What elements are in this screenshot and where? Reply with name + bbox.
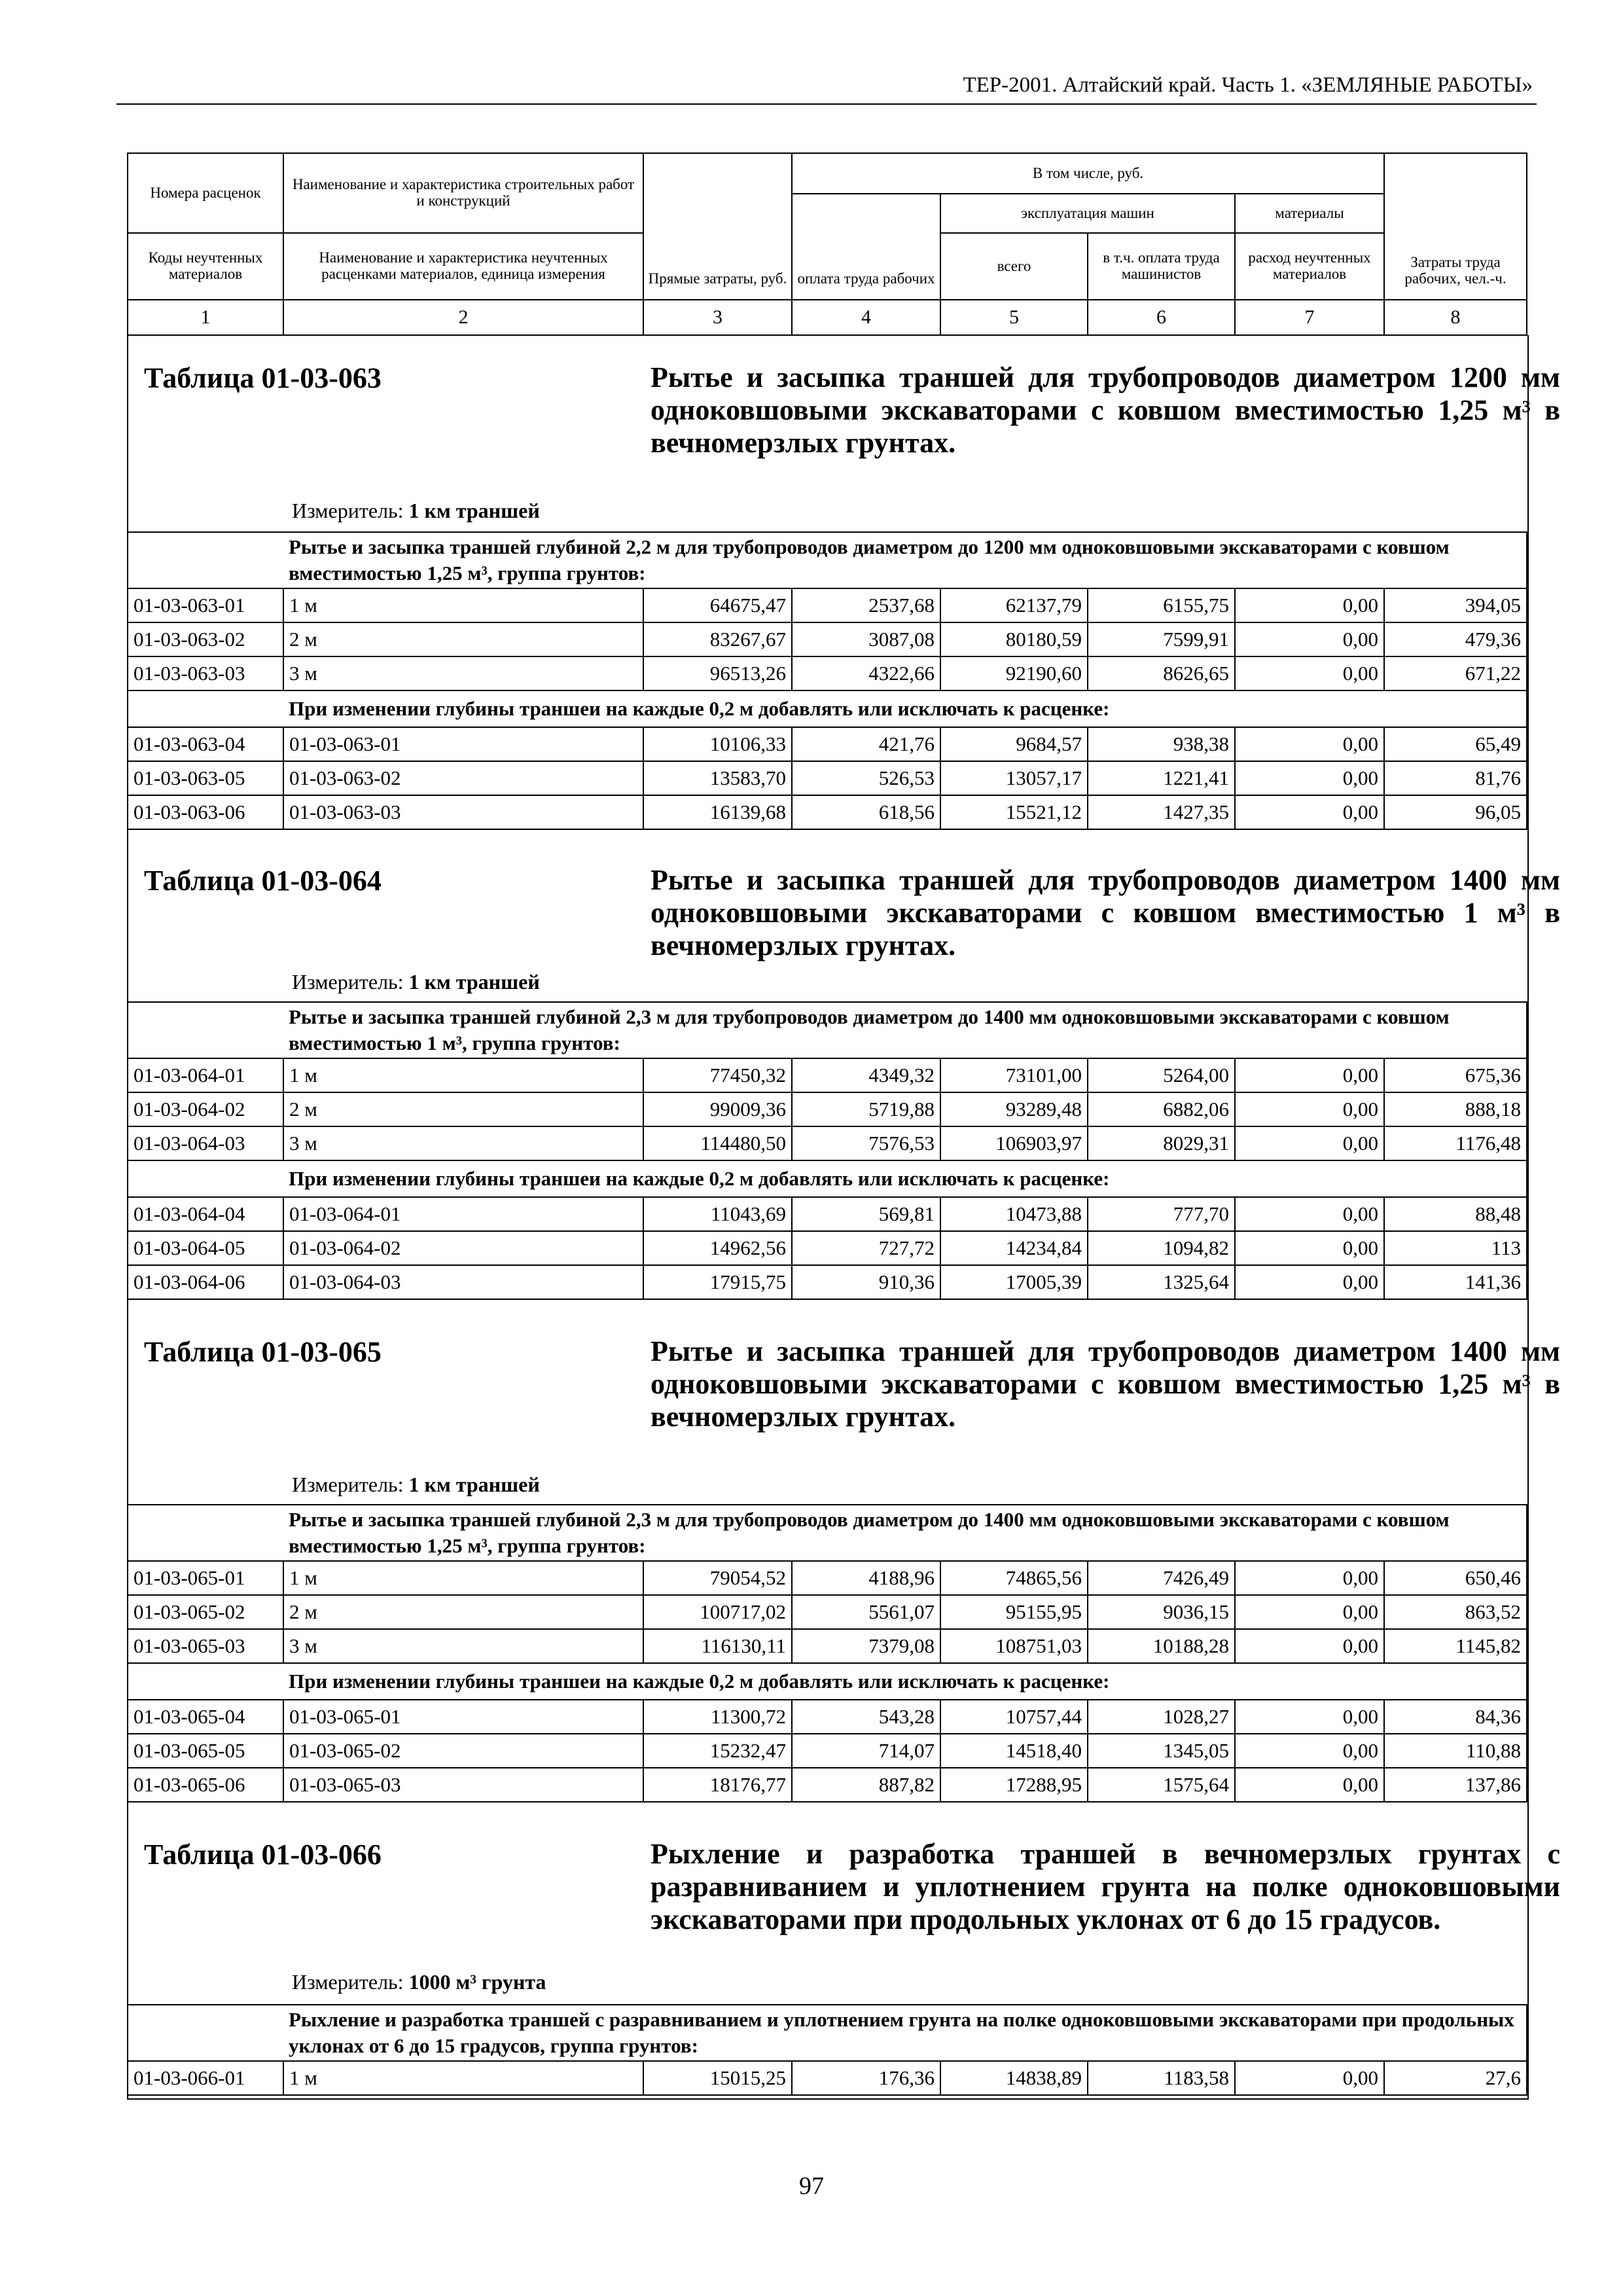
rate-code: 01-03-066-01 xyxy=(128,2061,283,2095)
labor-cost: 887,82 xyxy=(792,1768,940,1802)
labor-hours: 1176,48 xyxy=(1384,1126,1527,1160)
rate-code: 01-03-064-03 xyxy=(128,1126,283,1160)
direct-cost: 83267,67 xyxy=(643,622,792,656)
rates-table xyxy=(127,1001,1527,1300)
labor-cost: 526,53 xyxy=(792,761,940,795)
group-caption: При изменении глубины траншеи на каждые 0,2 м добавлять или исключать к расценке: xyxy=(283,1160,1527,1197)
machine-cost: 10757,44 xyxy=(940,1700,1088,1734)
measurer-prefix: Измеритель: xyxy=(292,1970,404,1994)
direct-cost: 17915,75 xyxy=(643,1265,792,1299)
machinist-labor-cost: 1427,35 xyxy=(1088,795,1235,829)
labor-hours: 479,36 xyxy=(1384,622,1527,656)
direct-cost: 79054,52 xyxy=(643,1561,792,1595)
machinist-labor-cost: 1345,05 xyxy=(1088,1734,1235,1768)
machine-cost: 80180,59 xyxy=(940,622,1088,656)
measurer-value: 1 км траншей xyxy=(408,499,540,522)
running-header: ТЕР-2001. Алтайский край. Часть 1. «ЗЕМЛЯНЫЕ РАБОТЫ» xyxy=(963,73,1533,97)
labor-hours: 888,18 xyxy=(1384,1092,1527,1126)
measurer xyxy=(292,970,540,994)
materials-cost: 0,00 xyxy=(1235,588,1384,622)
materials-cost: 0,00 xyxy=(1235,727,1384,761)
labor-hours: 113 xyxy=(1384,1231,1527,1265)
table-row xyxy=(128,1561,1527,1595)
rate-name: 01-03-065-03 xyxy=(283,1768,643,1802)
labor-hours: 394,05 xyxy=(1384,588,1527,622)
machinist-labor-cost: 1325,64 xyxy=(1088,1265,1235,1299)
rate-name: 01-03-063-01 xyxy=(283,727,643,761)
labor-cost: 569,81 xyxy=(792,1197,940,1231)
labor-hours: 65,49 xyxy=(1384,727,1527,761)
materials-cost: 0,00 xyxy=(1235,1197,1384,1231)
header-col8: Затраты труда рабочих, чел.-ч. xyxy=(1384,153,1527,300)
table-title: Рытье и засыпка траншей для трубопроводов диаметром 1200 мм одноковшовыми экскаваторами с ковшом вместимостью 1,25 м³ в вечномерзлых грунтах. xyxy=(651,361,1560,459)
direct-cost: 15232,47 xyxy=(643,1734,792,1768)
direct-cost: 13583,70 xyxy=(643,761,792,795)
rate-code: 01-03-065-02 xyxy=(128,1595,283,1629)
machine-cost: 17005,39 xyxy=(940,1265,1088,1299)
labor-hours: 675,36 xyxy=(1384,1058,1527,1092)
labor-hours: 141,36 xyxy=(1384,1265,1527,1299)
header-machines: эксплуатация машин xyxy=(940,194,1235,233)
rate-code: 01-03-064-06 xyxy=(128,1265,283,1299)
table-row xyxy=(128,761,1527,795)
machinist-labor-cost: 8626,65 xyxy=(1088,656,1235,691)
machinist-labor-cost: 6882,06 xyxy=(1088,1092,1235,1126)
table-row xyxy=(128,1265,1527,1299)
header-col2-top: Наименование и характеристика строительных работ и конструкций xyxy=(283,153,643,233)
machine-cost: 62137,79 xyxy=(940,588,1088,622)
table-row xyxy=(128,1734,1527,1768)
rate-name: 1 м xyxy=(283,1058,643,1092)
materials-cost: 0,00 xyxy=(1235,1231,1384,1265)
machinist-labor-cost: 1575,64 xyxy=(1088,1768,1235,1802)
rate-name: 1 м xyxy=(283,588,643,622)
header-number: 4 xyxy=(792,300,940,335)
rate-name: 01-03-065-01 xyxy=(283,1700,643,1734)
table-row xyxy=(128,1231,1527,1265)
rate-name: 3 м xyxy=(283,1126,643,1160)
machinist-labor-cost: 7599,91 xyxy=(1088,622,1235,656)
materials-cost: 0,00 xyxy=(1235,1126,1384,1160)
machine-cost: 106903,97 xyxy=(940,1126,1088,1160)
materials-cost: 0,00 xyxy=(1235,761,1384,795)
labor-cost: 4349,32 xyxy=(792,1058,940,1092)
table-row xyxy=(128,1126,1527,1160)
table-number: Таблица 01-03-064 xyxy=(144,865,382,897)
table-row xyxy=(128,727,1527,761)
rate-code: 01-03-063-05 xyxy=(128,761,283,795)
page-number: 97 xyxy=(799,2172,824,2200)
labor-cost: 714,07 xyxy=(792,1734,940,1768)
direct-cost: 18176,77 xyxy=(643,1768,792,1802)
machine-cost: 17288,95 xyxy=(940,1768,1088,1802)
measurer xyxy=(292,499,540,523)
machine-cost: 14234,84 xyxy=(940,1231,1088,1265)
machine-cost: 95155,95 xyxy=(940,1595,1088,1629)
labor-hours: 81,76 xyxy=(1384,761,1527,795)
group-caption: При изменении глубины траншеи на каждые 0,2 м добавлять или исключать к расценке: xyxy=(283,691,1527,727)
rate-name: 3 м xyxy=(283,656,643,691)
header-number: 6 xyxy=(1088,300,1235,335)
table-row xyxy=(128,1768,1527,1802)
header-rule xyxy=(116,103,1537,105)
table-number: Таблица 01-03-063 xyxy=(144,362,382,394)
table-row xyxy=(128,1002,1527,1058)
header-in-total: В том числе, руб. xyxy=(792,153,1384,194)
rate-code: 01-03-064-01 xyxy=(128,1058,283,1092)
labor-cost: 7379,08 xyxy=(792,1629,940,1663)
header-col6: в т.ч. оплата труда машинистов xyxy=(1088,233,1235,300)
measurer-value: 1000 м³ грунта xyxy=(408,1970,546,1994)
header-number: 5 xyxy=(940,300,1088,335)
header-number: 1 xyxy=(128,300,283,335)
machinist-labor-cost: 1028,27 xyxy=(1088,1700,1235,1734)
table-row xyxy=(128,622,1527,656)
materials-cost: 0,00 xyxy=(1235,1700,1384,1734)
rate-name: 2 м xyxy=(283,1595,643,1629)
header-number: 2 xyxy=(283,300,643,335)
rate-code: 01-03-063-04 xyxy=(128,727,283,761)
machine-cost: 14518,40 xyxy=(940,1734,1088,1768)
machinist-labor-cost: 5264,00 xyxy=(1088,1058,1235,1092)
direct-cost: 100717,02 xyxy=(643,1595,792,1629)
rate-name: 3 м xyxy=(283,1629,643,1663)
materials-cost: 0,00 xyxy=(1235,795,1384,829)
rate-name: 1 м xyxy=(283,1561,643,1595)
table-row xyxy=(128,1595,1527,1629)
rate-name: 1 м xyxy=(283,2061,643,2095)
rates-table xyxy=(127,531,1527,830)
direct-cost: 99009,36 xyxy=(643,1092,792,1126)
labor-cost: 910,36 xyxy=(792,1265,940,1299)
rate-name: 2 м xyxy=(283,622,643,656)
rate-code: 01-03-063-02 xyxy=(128,622,283,656)
header-col7: расход неучтенных материалов xyxy=(1235,233,1384,300)
direct-cost: 15015,25 xyxy=(643,2061,792,2095)
labor-hours: 671,22 xyxy=(1384,656,1527,691)
labor-cost: 3087,08 xyxy=(792,622,940,656)
machine-cost: 13057,17 xyxy=(940,761,1088,795)
group-caption: Рытье и засыпка траншей глубиной 2,2 м для трубопроводов диаметром до 1200 мм одноковшовыми экскаваторами с ковшом вместимостью 1,25 м³, группа грунтов: xyxy=(283,532,1527,588)
table-title: Рытье и засыпка траншей для трубопроводов диаметром 1400 мм одноковшовыми экскаваторами с ковшом вместимостью 1,25 м³ в вечномерзлых грунтах. xyxy=(651,1335,1560,1433)
direct-cost: 96513,26 xyxy=(643,656,792,691)
header-col1-bottom: Коды неучтенных материалов xyxy=(128,233,283,300)
rate-code: 01-03-064-02 xyxy=(128,1092,283,1126)
rate-name: 01-03-063-02 xyxy=(283,761,643,795)
rate-name: 01-03-063-03 xyxy=(283,795,643,829)
group-caption: Рытье и засыпка траншей глубиной 2,3 м для трубопроводов диаметром до 1400 мм одноковшовыми экскаваторами с ковшом вместимостью 1 м³, группа грунтов: xyxy=(283,1002,1527,1058)
labor-hours: 84,36 xyxy=(1384,1700,1527,1734)
rate-name: 01-03-064-02 xyxy=(283,1231,643,1265)
header-number: 8 xyxy=(1384,300,1527,335)
machine-cost: 15521,12 xyxy=(940,795,1088,829)
rate-code: 01-03-063-06 xyxy=(128,795,283,829)
header-col4: оплата труда рабочих xyxy=(792,194,940,300)
rate-code: 01-03-065-04 xyxy=(128,1700,283,1734)
rate-code: 01-03-064-04 xyxy=(128,1197,283,1231)
materials-cost: 0,00 xyxy=(1235,656,1384,691)
machinist-labor-cost: 7426,49 xyxy=(1088,1561,1235,1595)
direct-cost: 114480,50 xyxy=(643,1126,792,1160)
machinist-labor-cost: 8029,31 xyxy=(1088,1126,1235,1160)
measurer xyxy=(292,1473,540,1497)
materials-cost: 0,00 xyxy=(1235,1058,1384,1092)
direct-cost: 10106,33 xyxy=(643,727,792,761)
materials-cost: 0,00 xyxy=(1235,2061,1384,2095)
labor-cost: 5719,88 xyxy=(792,1092,940,1126)
header-col2-bottom: Наименование и характеристика неучтенных расценками материалов, единица измерения xyxy=(283,233,643,300)
direct-cost: 14962,56 xyxy=(643,1231,792,1265)
table-row xyxy=(128,2061,1527,2095)
machine-cost: 92190,60 xyxy=(940,656,1088,691)
rate-code: 01-03-065-06 xyxy=(128,1768,283,1802)
header-materials: материалы xyxy=(1235,194,1384,233)
group-caption: Рытье и засыпка траншей глубиной 2,3 м для трубопроводов диаметром до 1400 мм одноковшовыми экскаваторами с ковшом вместимостью 1,25 м³, группа грунтов: xyxy=(283,1505,1527,1561)
labor-cost: 421,76 xyxy=(792,727,940,761)
labor-cost: 176,36 xyxy=(792,2061,940,2095)
machinist-labor-cost: 1094,82 xyxy=(1088,1231,1235,1265)
measurer-prefix: Измеритель: xyxy=(292,1473,404,1496)
direct-cost: 77450,32 xyxy=(643,1058,792,1092)
labor-cost: 7576,53 xyxy=(792,1126,940,1160)
materials-cost: 0,00 xyxy=(1235,1561,1384,1595)
header-col3: Прямые затраты, руб. xyxy=(643,153,792,300)
measurer-prefix: Измеритель: xyxy=(292,499,404,522)
rate-code: 01-03-065-05 xyxy=(128,1734,283,1768)
machine-cost: 14838,89 xyxy=(940,2061,1088,2095)
table-row xyxy=(128,656,1527,691)
materials-cost: 0,00 xyxy=(1235,1595,1384,1629)
labor-cost: 543,28 xyxy=(792,1700,940,1734)
rates-table xyxy=(127,1504,1527,1803)
measurer-value: 1 км траншей xyxy=(408,970,540,994)
rate-code: 01-03-065-03 xyxy=(128,1629,283,1663)
machinist-labor-cost: 777,70 xyxy=(1088,1197,1235,1231)
machine-cost: 9684,57 xyxy=(940,727,1088,761)
materials-cost: 0,00 xyxy=(1235,1629,1384,1663)
machine-cost: 93289,48 xyxy=(940,1092,1088,1126)
direct-cost: 16139,68 xyxy=(643,795,792,829)
machine-cost: 108751,03 xyxy=(940,1629,1088,1663)
labor-hours: 650,46 xyxy=(1384,1561,1527,1595)
labor-hours: 863,52 xyxy=(1384,1595,1527,1629)
column-header-table xyxy=(127,152,1527,336)
table-number: Таблица 01-03-065 xyxy=(144,1336,382,1368)
machinist-labor-cost: 1221,41 xyxy=(1088,761,1235,795)
rate-name: 01-03-064-03 xyxy=(283,1265,643,1299)
labor-cost: 727,72 xyxy=(792,1231,940,1265)
labor-cost: 4188,96 xyxy=(792,1561,940,1595)
measurer-prefix: Измеритель: xyxy=(292,970,404,994)
materials-cost: 0,00 xyxy=(1235,1768,1384,1802)
header-number: 3 xyxy=(643,300,792,335)
table-row xyxy=(128,1629,1527,1663)
table-row xyxy=(128,1058,1527,1092)
labor-cost: 2537,68 xyxy=(792,588,940,622)
header-col1-top: Номера расценок xyxy=(128,153,283,233)
direct-cost: 116130,11 xyxy=(643,1629,792,1663)
labor-hours: 96,05 xyxy=(1384,795,1527,829)
table-row xyxy=(128,795,1527,829)
table-number: Таблица 01-03-066 xyxy=(144,1839,382,1871)
materials-cost: 0,00 xyxy=(1235,622,1384,656)
machinist-labor-cost: 6155,75 xyxy=(1088,588,1235,622)
rate-code: 01-03-065-01 xyxy=(128,1561,283,1595)
machine-cost: 10473,88 xyxy=(940,1197,1088,1231)
materials-cost: 0,00 xyxy=(1235,1092,1384,1126)
labor-hours: 110,88 xyxy=(1384,1734,1527,1768)
header-number: 7 xyxy=(1235,300,1384,335)
machine-cost: 73101,00 xyxy=(940,1058,1088,1092)
table-row xyxy=(128,1505,1527,1561)
measurer xyxy=(292,1970,546,1994)
group-caption: При изменении глубины траншеи на каждые 0,2 м добавлять или исключать к расценке: xyxy=(283,1663,1527,1700)
table-row xyxy=(128,2005,1527,2061)
table-row xyxy=(128,532,1527,588)
table-row xyxy=(128,1160,1527,1197)
labor-hours: 27,6 xyxy=(1384,2061,1527,2095)
rates-table xyxy=(127,2004,1527,2096)
machinist-labor-cost: 9036,15 xyxy=(1088,1595,1235,1629)
machine-cost: 74865,56 xyxy=(940,1561,1088,1595)
materials-cost: 0,00 xyxy=(1235,1734,1384,1768)
measurer-value: 1 км траншей xyxy=(408,1473,540,1496)
direct-cost: 11300,72 xyxy=(643,1700,792,1734)
table-row xyxy=(128,1197,1527,1231)
table-title: Рыхление и разработка траншей в вечномерзлых грунтах с разравниванием и уплотнением грунта на полке одноковшовыми экскаваторами при продольных уклонах от 6 до 15 градусов. xyxy=(651,1838,1560,1935)
table-row xyxy=(128,1663,1527,1700)
table-row xyxy=(128,588,1527,622)
direct-cost: 64675,47 xyxy=(643,588,792,622)
rate-code: 01-03-064-05 xyxy=(128,1231,283,1265)
labor-cost: 5561,07 xyxy=(792,1595,940,1629)
rate-name: 2 м xyxy=(283,1092,643,1126)
group-caption: Рыхление и разработка траншей с разравниванием и уплотнением грунта на полке одноковшовыми экскаваторами при продольных уклонах от 6 до 15 градусов, группа грунтов: xyxy=(283,2005,1527,2061)
labor-cost: 618,56 xyxy=(792,795,940,829)
rate-code: 01-03-063-01 xyxy=(128,588,283,622)
rate-name: 01-03-064-01 xyxy=(283,1197,643,1231)
machinist-labor-cost: 10188,28 xyxy=(1088,1629,1235,1663)
table-title: Рытье и засыпка траншей для трубопроводов диаметром 1400 мм одноковшовыми экскаваторами с ковшом вместимостью 1 м³ в вечномерзлых грунтах. xyxy=(651,864,1560,961)
machinist-labor-cost: 938,38 xyxy=(1088,727,1235,761)
materials-cost: 0,00 xyxy=(1235,1265,1384,1299)
direct-cost: 11043,69 xyxy=(643,1197,792,1231)
table-row xyxy=(128,1092,1527,1126)
labor-hours: 1145,82 xyxy=(1384,1629,1527,1663)
rate-code: 01-03-063-03 xyxy=(128,656,283,691)
labor-hours: 137,86 xyxy=(1384,1768,1527,1802)
header-col5: всего xyxy=(940,233,1088,300)
labor-hours: 88,48 xyxy=(1384,1197,1527,1231)
table-row xyxy=(128,691,1527,727)
labor-cost: 4322,66 xyxy=(792,656,940,691)
machinist-labor-cost: 1183,58 xyxy=(1088,2061,1235,2095)
table-row xyxy=(128,1700,1527,1734)
rate-name: 01-03-065-02 xyxy=(283,1734,643,1768)
